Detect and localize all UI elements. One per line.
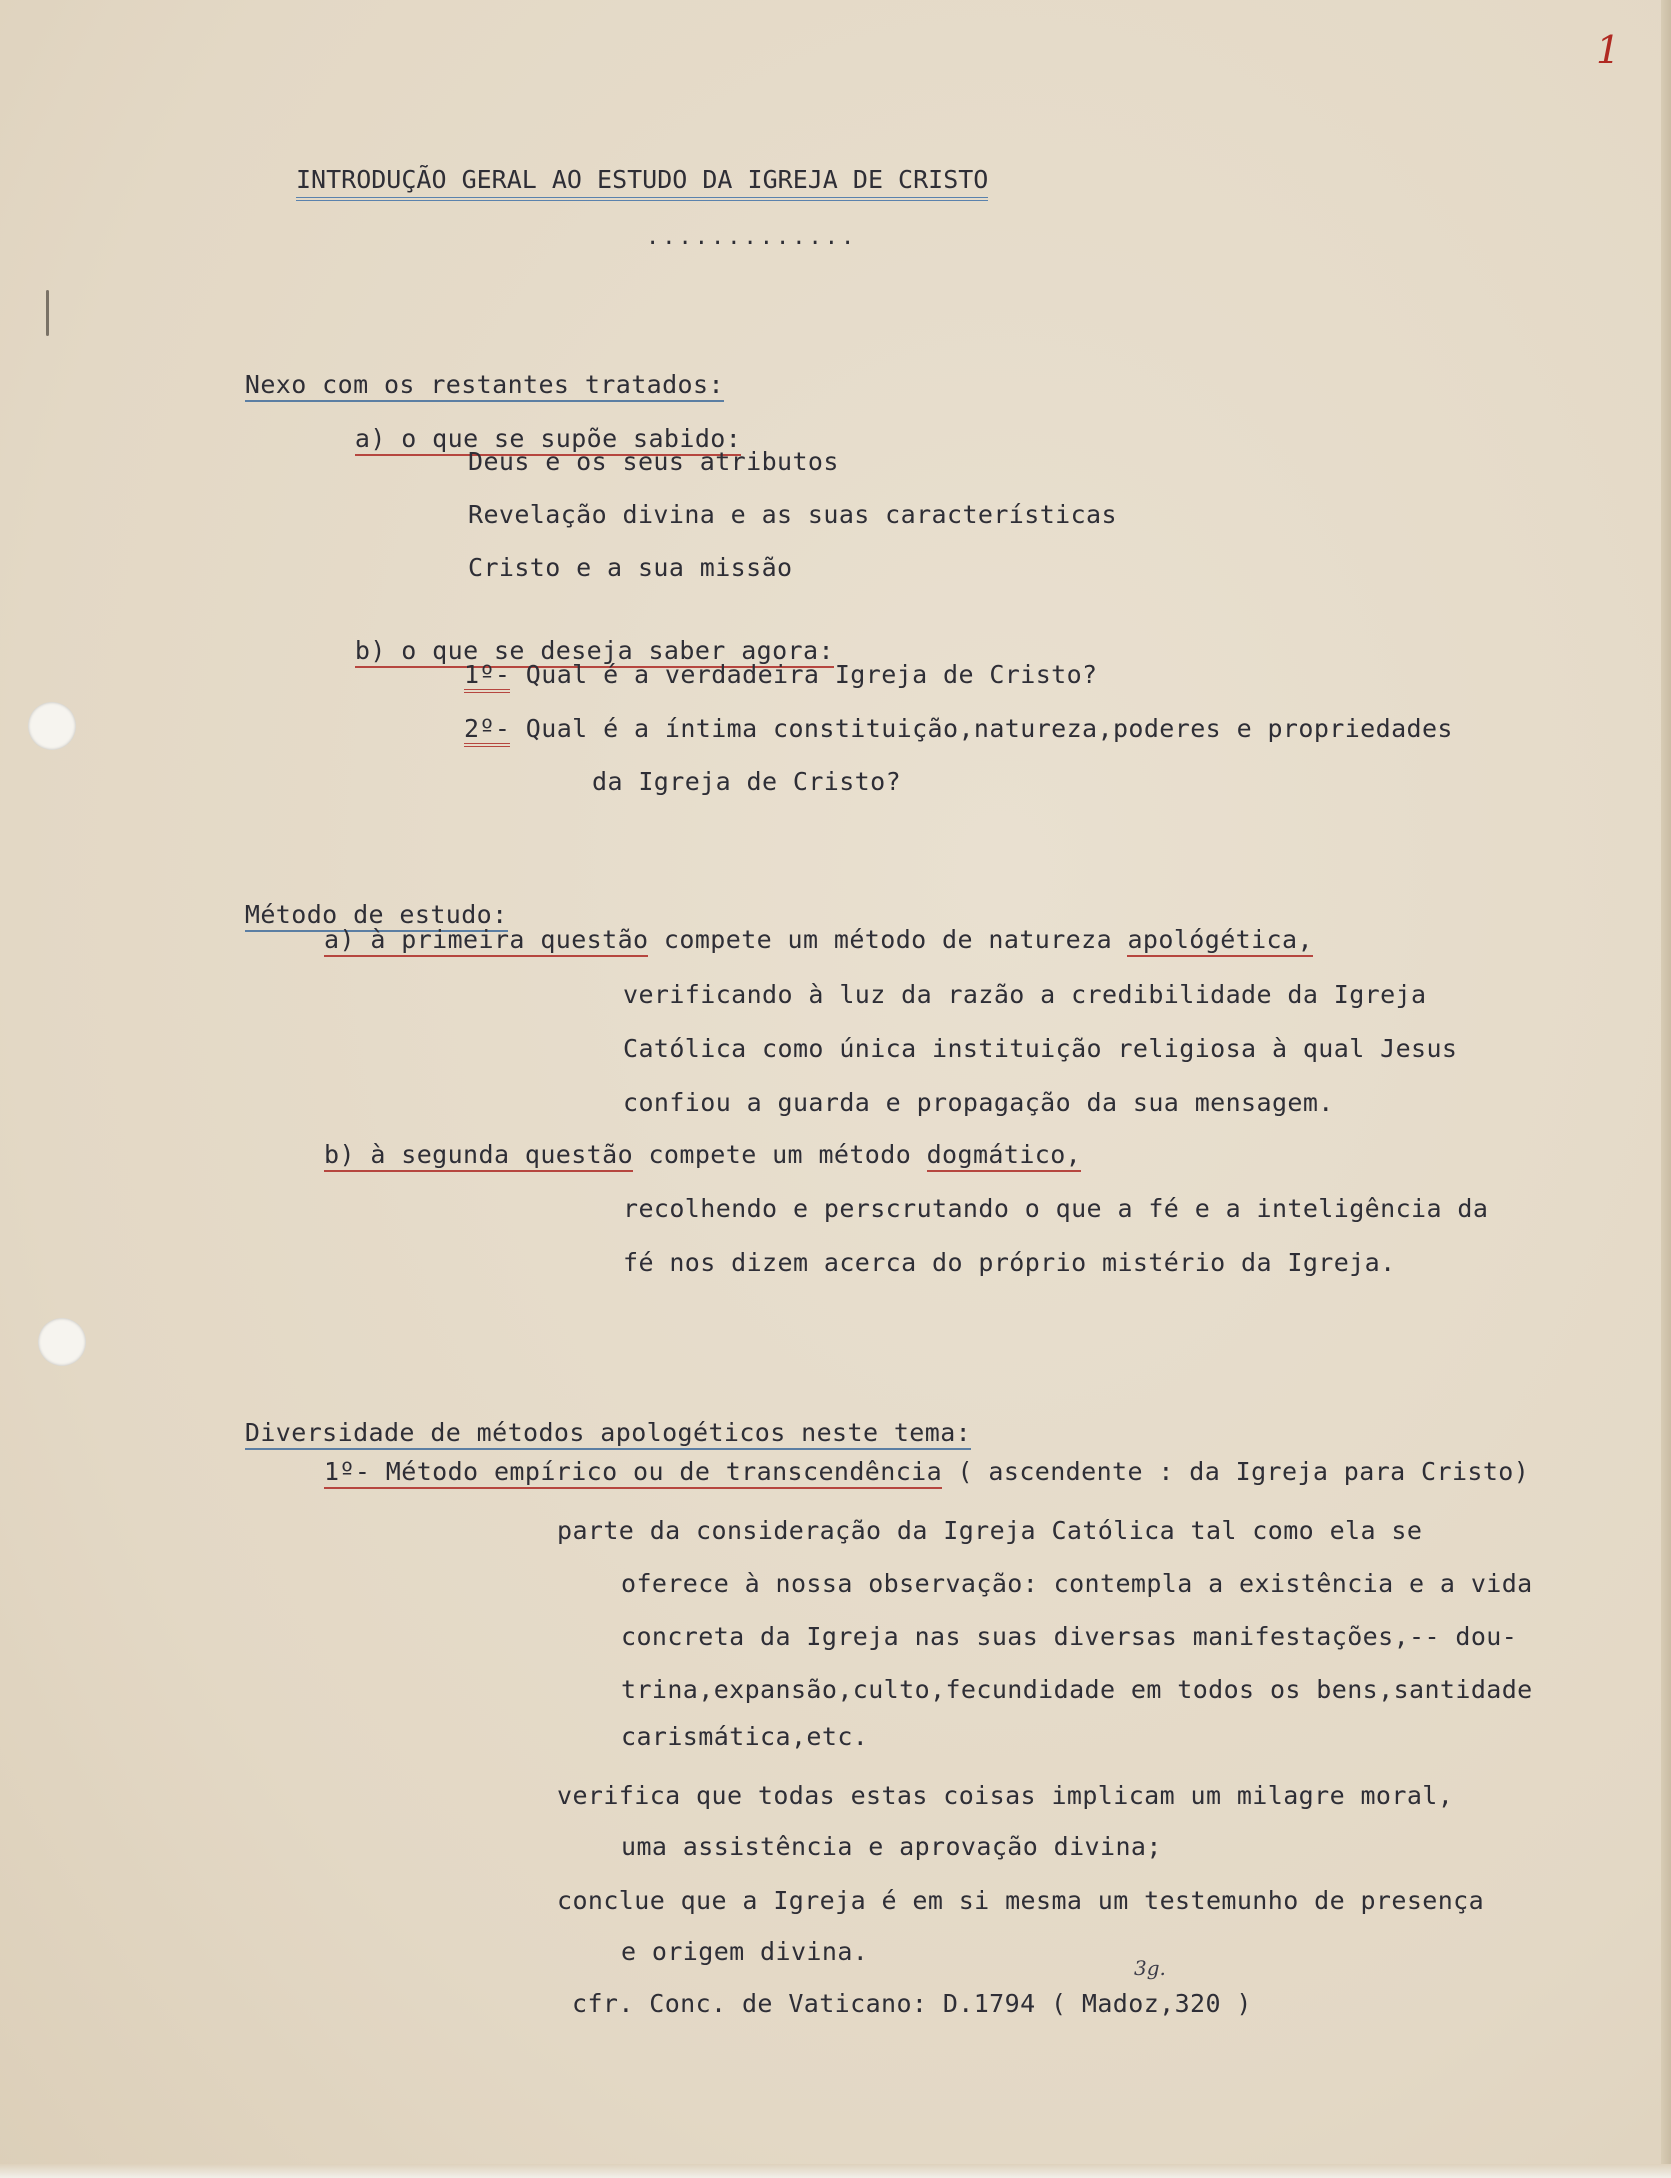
section-heading-diversidade [214, 1388, 971, 1448]
citation [572, 1989, 1252, 2019]
question-2-text: Qual é a íntima constituição,natureza,poderes e propriedades [510, 714, 1453, 743]
question-1-number: 1º- [464, 660, 510, 693]
method-a-key: apológética, [1127, 925, 1312, 957]
method-1-line: uma assistência e aprovação divina; [621, 1832, 1162, 1861]
section-heading-text: Diversidade de métodos apologéticos neste tema: [245, 1418, 971, 1450]
page-edge-bottom [0, 2164, 1671, 2178]
method-a-mid: compete um método de natureza [648, 925, 1128, 954]
list-item: Cristo e a sua missão [468, 553, 793, 582]
method-a-line: confiou a guarda e propagação da sua mensagem. [623, 1088, 1334, 1117]
method-1-line: trina,expansão,culto,fecundidade em todos os bens,santidade [621, 1675, 1533, 1704]
subheading-b-text: b) o que se deseja saber agora: [355, 636, 834, 668]
subheading-a-text: a) o que se supõe sabido: [355, 424, 741, 456]
document-title: INTRODUÇÃO GERAL AO ESTUDO DA IGREJA DE CRISTO [296, 165, 988, 201]
citation-reference: ( Madoz,320 ) [1051, 1989, 1252, 2018]
method-1-line: e origem divina. [621, 1937, 869, 1966]
method-1-line: concreta da Igreja nas suas diversas manifestações,-- dou- [621, 1622, 1518, 1651]
method-1-line: oferece à nossa observação: contempla a existência e a vida [621, 1569, 1533, 1598]
method-b-line: recolhendo e perscrutando o que a fé e a inteligência da [623, 1194, 1489, 1223]
method-b-line: fé nos dizem acerca do próprio mistério da Igreja. [623, 1248, 1396, 1277]
section-heading-nexo [214, 340, 724, 400]
punch-hole-lower [38, 1318, 86, 1366]
question-1 [464, 660, 1098, 690]
method-a-label: a) à primeira questão [324, 925, 648, 957]
list-item: Deus e os seus atributos [468, 447, 839, 476]
subheading-b [324, 606, 834, 666]
page-edge-right [1661, 0, 1671, 2178]
question-2-number: 2º- [464, 714, 510, 747]
method-1-note: ( ascendente : da Igreja para Cristo) [957, 1457, 1530, 1486]
method-b-mid: compete um método [633, 1140, 927, 1169]
list-item: Revelação divina e as suas características [468, 500, 1117, 529]
method-1 [324, 1457, 1529, 1487]
question-2-continued: da Igreja de Cristo? [592, 767, 902, 796]
question-1-text: Qual é a verdadeira Igreja de Cristo? [510, 660, 1098, 689]
method-1-line: carismática,etc. [621, 1722, 869, 1751]
title-separator: ............. [646, 225, 858, 250]
method-a-line: verificando à luz da razão a credibilidade da Igreja [623, 980, 1427, 1009]
punch-hole-upper [28, 702, 76, 750]
question-2 [464, 714, 1453, 744]
section-heading-text: Método de estudo: [245, 900, 508, 932]
section-heading-text: Nexo com os restantes tratados: [245, 370, 724, 402]
method-b-key: dogmático, [927, 1140, 1082, 1172]
subheading-a [324, 394, 741, 454]
method-1-line: verifica que todas estas coisas implicam um milagre moral, [557, 1781, 1454, 1810]
method-1-line: parte da consideração da Igreja Católica tal como ela se [557, 1516, 1423, 1545]
handwritten-annotation: 3g. [1134, 1956, 1166, 1980]
method-a-line: Católica como única instituição religiosa à qual Jesus [623, 1034, 1458, 1063]
citation-text: cfr. Conc. de Vaticano: D.1794 [572, 1989, 1036, 2018]
method-1-line: conclue que a Igreja é em si mesma um testemunho de presença [557, 1886, 1485, 1915]
method-b [324, 1140, 1081, 1170]
method-1-label: 1º- Método empírico ou de transcendência [324, 1457, 942, 1489]
page-number: 1 [1596, 28, 1621, 72]
section-heading-metodo [214, 870, 508, 930]
method-b-label: b) à segunda questão [324, 1140, 633, 1172]
margin-mark [46, 290, 49, 336]
method-a [324, 925, 1313, 955]
